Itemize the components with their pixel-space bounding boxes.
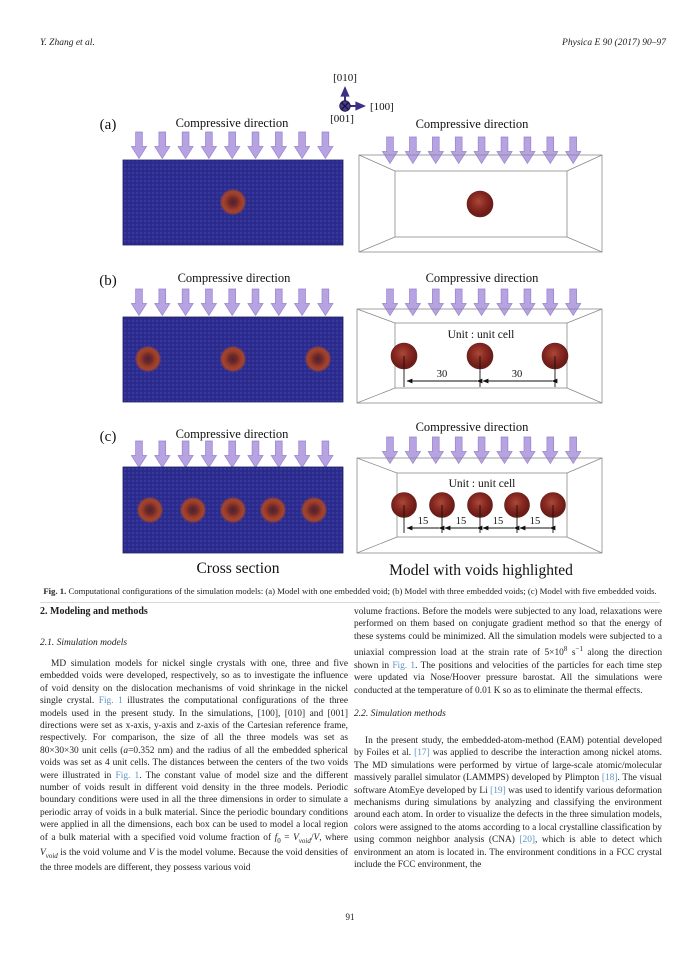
text-segment: / xyxy=(310,832,314,843)
panel-b-right-title: Compressive direction xyxy=(425,271,539,285)
panel-a-label: (a) xyxy=(99,117,117,133)
arrow-row xyxy=(382,437,580,464)
text-segment: a xyxy=(123,745,129,756)
panel-a xyxy=(100,116,602,252)
down-arrow-icon xyxy=(271,441,286,468)
text-segment: volume fractions. Before the models were subjected to any load, relaxations were performed on them based on conjugate gradient method so that the energy of these systems could be minimized. All the simulation models were subjected to a uniaxial compression load at the strain rate of 5×10 xyxy=(354,607,662,659)
left-column-caption: Cross section xyxy=(196,560,280,577)
dim-value: 15 xyxy=(492,516,504,527)
down-arrow-icon xyxy=(543,437,558,464)
down-arrow-icon xyxy=(566,137,581,164)
unit-label-b: Unit : unit cell xyxy=(447,329,515,341)
text-segment: −1 xyxy=(575,645,583,654)
panel-c-label: (c) xyxy=(99,429,117,445)
text-segment: V xyxy=(313,832,320,843)
down-arrow-icon xyxy=(405,137,420,164)
dim-value: 15 xyxy=(455,516,467,527)
down-arrow-icon xyxy=(271,289,286,316)
subsection-heading-2-1: 2.1. Simulation models xyxy=(40,638,128,648)
text-segment: . The visual software AtomEye developed by Li xyxy=(354,773,662,796)
subsection-heading-2-2: 2.2. Simulation methods xyxy=(354,708,446,719)
down-arrow-icon xyxy=(474,437,489,464)
text-segment: 0 xyxy=(277,836,281,845)
down-arrow-icon xyxy=(155,441,170,468)
paragraph xyxy=(40,658,348,875)
text-segment: , which is able to detect which environment an atom is located in. The environment conditions in a FCC crystal include the FCC environment, the xyxy=(354,835,662,871)
down-arrow-icon xyxy=(155,132,170,159)
text-segment: void xyxy=(298,836,311,845)
down-arrow-icon xyxy=(318,289,333,316)
panel-c-left-title: Compressive direction xyxy=(175,427,289,441)
text-segment: was applied to describe the interaction among nickel atoms. The MD simulations were performed by virtue of large-scale atomic/molecular massively parallel simulator (LAMMPS) developed by Plimpton xyxy=(354,748,662,784)
text-segment: f xyxy=(274,832,278,843)
down-arrow-icon xyxy=(405,289,420,316)
down-arrow-icon xyxy=(201,132,216,159)
down-arrow-icon xyxy=(566,437,581,464)
void xyxy=(135,346,161,372)
down-arrow-icon xyxy=(318,441,333,468)
down-arrow-icon xyxy=(131,441,146,468)
down-arrow-icon xyxy=(520,437,535,464)
down-arrow-icon xyxy=(497,137,512,164)
down-arrow-icon xyxy=(225,289,240,316)
right-column xyxy=(354,606,662,871)
down-arrow-icon xyxy=(318,132,333,159)
down-arrow-icon xyxy=(474,137,489,164)
citation-link[interactable]: Fig. 1 xyxy=(98,696,123,707)
dim-value: 15 xyxy=(529,516,541,527)
right-column-caption: Model with voids highlighted xyxy=(389,562,573,579)
section-heading: 2. Modeling and methods xyxy=(40,606,148,617)
arrow-row xyxy=(131,289,333,316)
down-arrow-icon xyxy=(474,289,489,316)
axis-label-010: [010] xyxy=(333,72,357,84)
text-segment: along the direction shown in xyxy=(354,648,663,671)
down-arrow-icon xyxy=(295,132,310,159)
panel-b xyxy=(99,271,602,403)
down-arrow-icon xyxy=(382,137,397,164)
void xyxy=(220,189,246,215)
paragraph xyxy=(354,735,662,871)
text-segment: was used to identify various deformation mechanisms during simulations by analyzing and classifying the environment around each atom. In order to visualize the defects in the three simulation models, colors were assigned to the atoms according to a local crystalline classification by using common neighbor analysis (CNA) xyxy=(354,785,662,846)
down-arrow-icon xyxy=(451,137,466,164)
panel-c xyxy=(100,420,602,553)
down-arrow-icon xyxy=(295,289,310,316)
void xyxy=(137,497,163,523)
panel-b-label: (b) xyxy=(99,273,117,289)
arrow-row xyxy=(382,137,580,164)
panel-c-right-title: Compressive direction xyxy=(415,420,529,434)
down-arrow-icon xyxy=(497,437,512,464)
text-segment: is the model volume. Because the void densities of the three models are different, they possess various void xyxy=(40,847,349,874)
paragraph xyxy=(354,606,662,697)
down-arrow-icon xyxy=(543,289,558,316)
citation-link[interactable]: [20] xyxy=(519,835,536,846)
dim-value: 30 xyxy=(436,369,448,380)
text-segment: =0.352 nm) and the radius of all the embedded spherical voids was set as 4 unit cells. The distances between the centers of the two voids were illustrated in xyxy=(40,745,348,781)
arrow-row xyxy=(131,441,333,468)
figure-caption xyxy=(34,586,666,596)
down-arrow-icon xyxy=(178,132,193,159)
void xyxy=(180,497,206,523)
caption-divider xyxy=(40,602,660,603)
down-arrow-icon xyxy=(178,289,193,316)
down-arrow-icon xyxy=(225,132,240,159)
down-arrow-icon xyxy=(520,289,535,316)
citation-link[interactable]: Fig. 1 xyxy=(392,660,416,671)
down-arrow-icon xyxy=(543,137,558,164)
figure-caption-text: Computational configurations of the simulation models: (a) Model with one embedded void; (b) Model with three embedded voids; (c) Model with five embedded voids. xyxy=(66,586,657,596)
dim-value: 30 xyxy=(511,369,523,380)
axis-label-001: [001] xyxy=(330,113,354,125)
text-segment: s xyxy=(567,648,576,659)
down-arrow-icon xyxy=(271,132,286,159)
void-sphere xyxy=(467,191,493,217)
arrow-row xyxy=(131,132,333,159)
down-arrow-icon xyxy=(201,441,216,468)
arrow-row xyxy=(382,289,580,316)
text-segment: . The positions and velocities of the particles for each time step were updated via Nose/Hoover pressure barostat. All the simulations were conducted at the temperature of 0.01 K so as to eliminate the thermal effects. xyxy=(354,660,662,696)
unit-label-c: Unit : unit cell xyxy=(448,478,516,490)
down-arrow-icon xyxy=(201,289,216,316)
down-arrow-icon xyxy=(178,441,193,468)
text-segment: 8 xyxy=(563,645,568,654)
down-arrow-icon xyxy=(295,441,310,468)
void xyxy=(305,346,331,372)
axis-label-100: [100] xyxy=(370,101,394,113)
crystal-axes xyxy=(330,72,394,125)
text-segment: In the present study, the embedded-atom-method (EAM) potential developed by Foiles et al. xyxy=(354,735,662,759)
text-segment: , where xyxy=(319,832,348,843)
down-arrow-icon xyxy=(497,289,512,316)
running-head-journal: Physica E 90 (2017) 90–97 xyxy=(562,38,666,48)
down-arrow-icon xyxy=(225,441,240,468)
void xyxy=(220,497,246,523)
running-head-author: Y. Zhang et al. xyxy=(40,38,95,48)
down-arrow-icon xyxy=(405,437,420,464)
down-arrow-icon xyxy=(428,137,443,164)
down-arrow-icon xyxy=(520,137,535,164)
down-arrow-icon xyxy=(131,289,146,316)
text-segment: = xyxy=(280,832,294,843)
void xyxy=(220,346,246,372)
down-arrow-icon xyxy=(155,289,170,316)
text-segment: void xyxy=(45,851,58,860)
down-arrow-icon xyxy=(451,289,466,316)
left-column xyxy=(40,606,348,875)
citation-link[interactable]: Fig. 1 xyxy=(115,770,140,781)
text-segment: is the void volume and xyxy=(57,847,149,858)
text-segment: MD simulation models for nickel single crystals with one, three and five embedded voids were developed, respectively, so as to investigate the influence of void density on the dislocation mechanisms of void shrinkage in the nickel single crystal. xyxy=(40,659,348,707)
text-segment: V xyxy=(40,847,46,858)
void xyxy=(260,497,286,523)
dim-value: 15 xyxy=(417,516,429,527)
down-arrow-icon xyxy=(248,132,263,159)
citation-link[interactable]: [17] xyxy=(414,748,430,759)
down-arrow-icon xyxy=(382,289,397,316)
figure-caption-label: Fig. 1. xyxy=(43,586,67,596)
down-arrow-icon xyxy=(428,437,443,464)
down-arrow-icon xyxy=(428,289,443,316)
down-arrow-icon xyxy=(451,437,466,464)
down-arrow-icon xyxy=(382,437,397,464)
citation-link[interactable]: [19] xyxy=(490,785,506,796)
panel-a-right-title: Compressive direction xyxy=(415,117,529,131)
down-arrow-icon xyxy=(248,289,263,316)
page-number: 91 xyxy=(345,912,355,922)
down-arrow-icon xyxy=(566,289,581,316)
text-segment: . The constant value of model size and the different number of voids result in different void density in the three models. Periodic boundary conditions were used in all the three dimensions in order to simulate a periodic array of voids in a bulk material. Since the periodic boundary conditions were applied in all the dimensions, each box can be used to model a local region of a bulk material with a specified void volume fraction of xyxy=(40,770,349,843)
panel-b-left-title: Compressive direction xyxy=(177,271,291,285)
text-segment: V xyxy=(293,832,299,843)
text-segment: V xyxy=(148,847,155,858)
text-segment: illustrates the computational configurations of the three models used in the present study. In the simulations, [100], [010] and [001] directions were set as x-axis, y-axis and z-axis of the Cartesian reference frame, respectively. For comparison, the size of all the three models was set as 80×30×30 unit cells ( xyxy=(40,696,348,756)
panel-a-left-title: Compressive direction xyxy=(175,116,289,130)
citation-link[interactable]: [18] xyxy=(601,773,618,784)
void xyxy=(301,497,327,523)
down-arrow-icon xyxy=(131,132,146,159)
down-arrow-icon xyxy=(248,441,263,468)
